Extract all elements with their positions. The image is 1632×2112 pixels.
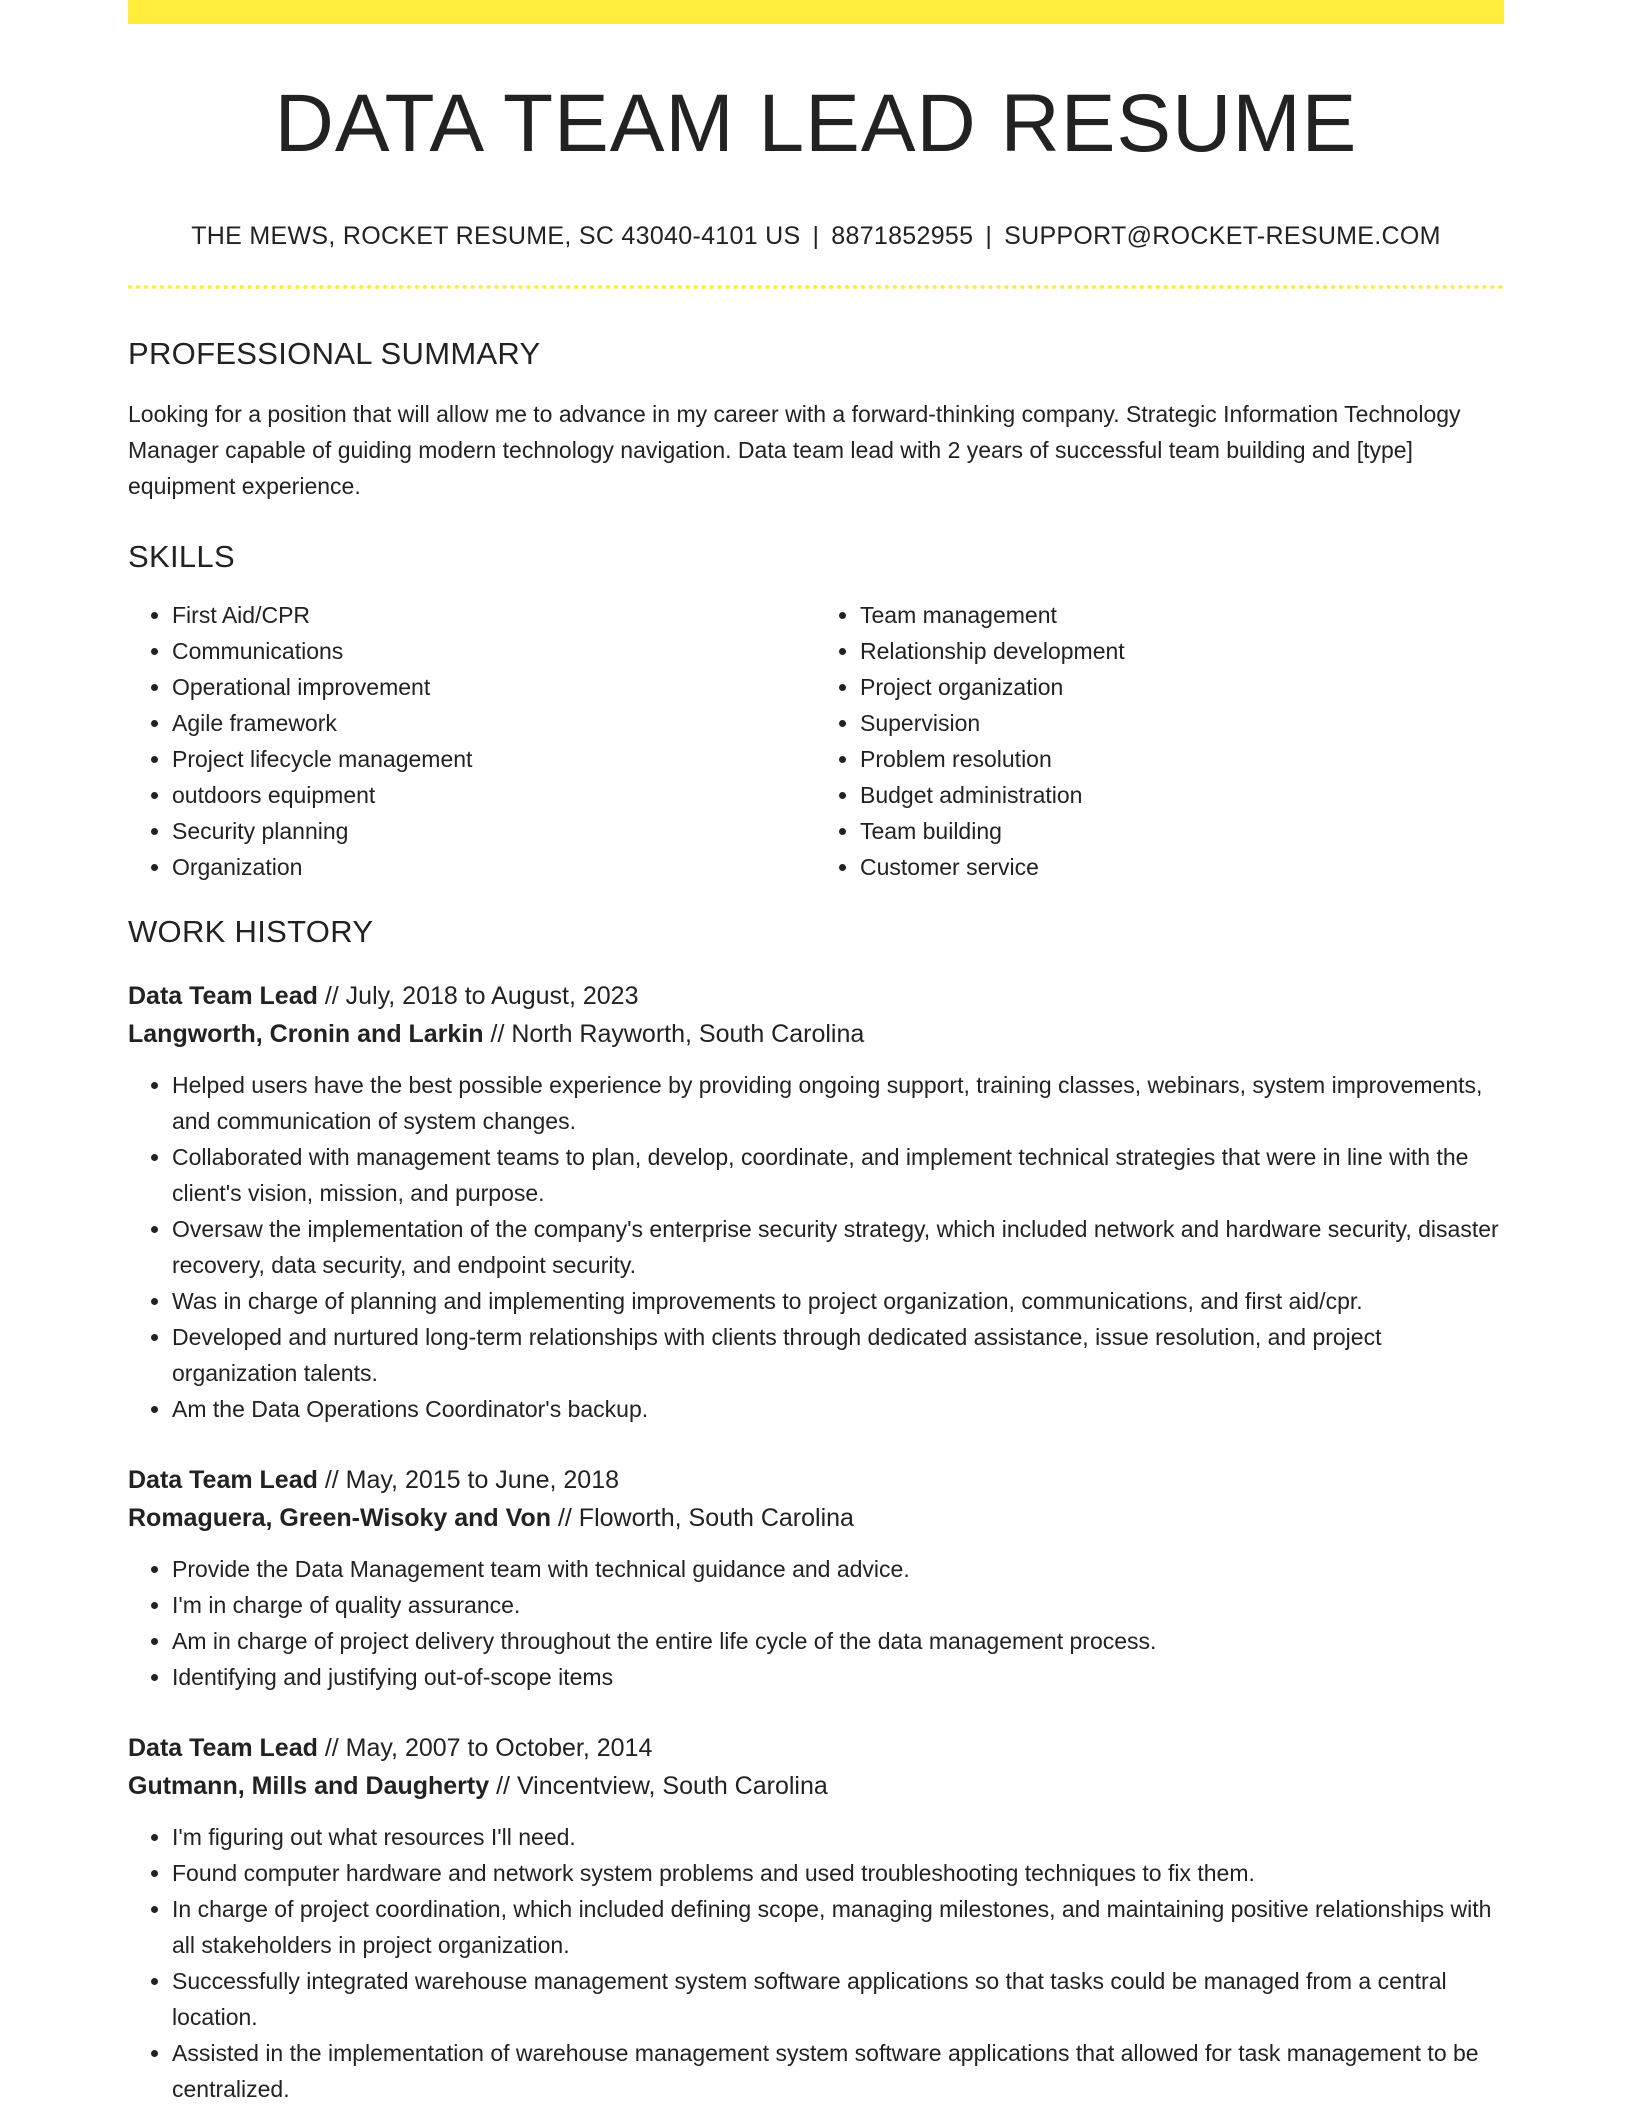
job-entry — [128, 1461, 1504, 1695]
duty-item: • Collaborated with management teams to plan, develop, coordinate, and implement technical strategies that were in line with the client's vision, mission, and purpose. — [172, 1139, 1504, 1211]
job-entry — [128, 1729, 1504, 2107]
job-title: Data Team Lead — [128, 981, 318, 1010]
job-company-line — [128, 1499, 1504, 1537]
skill-item: • Supervision — [860, 705, 1504, 741]
job-dates: // July, 2018 to August, 2023 — [317, 981, 639, 1010]
duty-item: • I'm figuring out what resources I'll need. — [172, 1819, 1504, 1855]
skill-item: • Operational improvement — [172, 669, 816, 705]
skill-item: • Project lifecycle management — [172, 741, 816, 777]
job-company-line — [128, 1015, 1504, 1053]
job-duties — [128, 1819, 1504, 2107]
contact-line — [128, 221, 1504, 251]
duty-item: • Helped users have the best possible experience by providing ongoing support, training classes, webinars, system improvements, and communication of system changes. — [172, 1067, 1504, 1139]
skill-item: • Team management — [860, 597, 1504, 633]
duty-item: • Developed and nurtured long-term relationships with clients through dedicated assistance, issue resolution, and project organization talents. — [172, 1319, 1504, 1391]
duty-item: • Provide the Data Management team with technical guidance and advice. — [172, 1551, 1504, 1587]
contact-address: THE MEWS, ROCKET RESUME, SC 43040-4101 US — [191, 222, 801, 250]
job-title: Data Team Lead — [128, 1733, 318, 1762]
job-title-line — [128, 977, 1504, 1015]
summary-text: Looking for a position that will allow me to advance in my career with a forward-thinking company. Strategic Information Technology Manager capable of guiding modern technology navigation. Data team lead with 2 years of successful team building and [type] equipment experience. — [128, 401, 1461, 500]
job-title-line — [128, 1461, 1504, 1499]
duty-item: • I'm in charge of quality assurance. — [172, 1587, 1504, 1623]
duty-item: • Successfully integrated warehouse management system software applications so that tasks could be managed from a central location. — [172, 1963, 1504, 2035]
job-title: Data Team Lead — [128, 1465, 318, 1494]
skill-item: • Team building — [860, 813, 1504, 849]
job-company: Langworth, Cronin and Larkin — [128, 1019, 484, 1048]
skills-heading: SKILLS — [128, 539, 235, 575]
skills-list-left — [128, 597, 816, 885]
duty-item: • Identifying and justifying out-of-scope items — [172, 1659, 1504, 1695]
skill-item: • Communications — [172, 633, 816, 669]
job-location: // North Rayworth, South Carolina — [483, 1019, 865, 1048]
job-dates: // May, 2007 to October, 2014 — [317, 1733, 653, 1762]
skill-item: • Budget administration — [860, 777, 1504, 813]
skill-item: • Relationship development — [860, 633, 1504, 669]
duty-item: • Was in charge of planning and implementing improvements to project organization, communications, and first aid/cpr. — [172, 1283, 1504, 1319]
job-title-line — [128, 1729, 1504, 1767]
skill-item: • outdoors equipment — [172, 777, 816, 813]
summary-heading: PROFESSIONAL SUMMARY — [128, 336, 541, 371]
skill-item: • Problem resolution — [860, 741, 1504, 777]
skill-item: • Customer service — [860, 849, 1504, 885]
job-duties — [128, 1551, 1504, 1695]
duty-item: • Assisted in the implementation of warehouse management system software applications that allowed for task management to be centralized. — [172, 2035, 1504, 2107]
skill-item: • Security planning — [172, 813, 816, 849]
job-company: Romaguera, Green-Wisoky and Von — [128, 1503, 552, 1532]
resume-title: DATA TEAM LEAD RESUME — [274, 78, 1358, 169]
skill-item: • First Aid/CPR — [172, 597, 816, 633]
contact-email: SUPPORT@ROCKET-RESUME.COM — [1004, 222, 1441, 250]
work-history-heading: WORK HISTORY — [128, 914, 374, 950]
skill-item: • Project organization — [860, 669, 1504, 705]
job-location: // Floworth, South Carolina — [551, 1503, 854, 1532]
duty-item: • In charge of project coordination, which included defining scope, managing milestones, and maintaining positive relationships with all stakeholders in project organization. — [172, 1891, 1504, 1963]
skill-item: • Agile framework — [172, 705, 816, 741]
contact-separator: | — [812, 222, 820, 250]
job-dates: // May, 2015 to June, 2018 — [317, 1465, 620, 1494]
skill-item: • Organization — [172, 849, 816, 885]
job-company: Gutmann, Mills and Daugherty — [128, 1771, 490, 1800]
dotted-divider — [128, 285, 1504, 289]
contact-phone: 8871852955 — [831, 222, 974, 250]
job-location: // Vincentview, South Carolina — [489, 1771, 828, 1800]
job-company-line — [128, 1767, 1504, 1805]
skills-list-right — [816, 597, 1504, 885]
accent-top-bar — [128, 0, 1504, 24]
resume-page — [128, 0, 1504, 2107]
duty-item: • Am the Data Operations Coordinator's backup. — [172, 1391, 1504, 1427]
job-duties — [128, 1067, 1504, 1427]
contact-separator: | — [985, 222, 993, 250]
job-entry — [128, 977, 1504, 1427]
duty-item: • Am in charge of project delivery throughout the entire life cycle of the data management process. — [172, 1623, 1504, 1659]
duty-item: • Found computer hardware and network system problems and used troubleshooting techniques to fix them. — [172, 1855, 1504, 1891]
duty-item: • Oversaw the implementation of the company's enterprise security strategy, which included network and hardware security, disaster recovery, data security, and endpoint security. — [172, 1211, 1504, 1283]
skills-columns — [128, 597, 1504, 885]
